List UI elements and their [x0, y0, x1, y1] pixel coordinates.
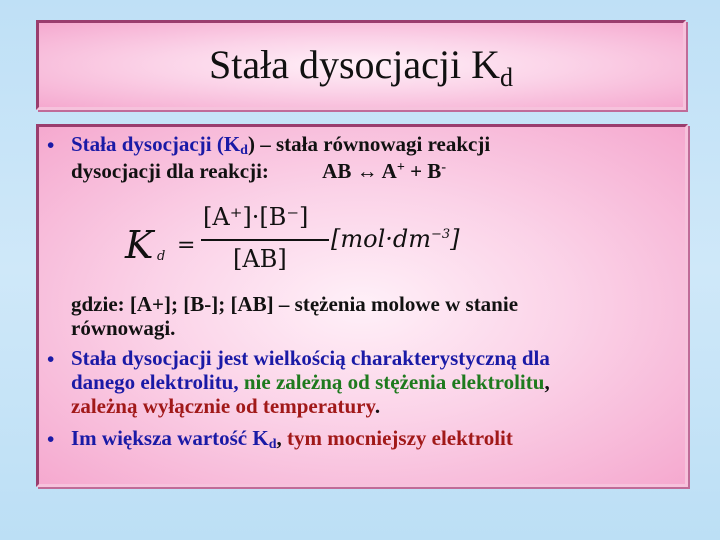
slide-title [39, 41, 683, 93]
bullet-1-line-1: Stała dysocjacji $(K_d)$ – stała równowagi reakcji [71, 132, 491, 158]
fraction-line [201, 239, 329, 241]
bullet-2-marker: • [47, 347, 55, 371]
bullet-2-line-1: Stała dysocjacji jest wielkością charakterystyczną dla [71, 346, 550, 370]
bullet-3-line-1: Im większa wartość $K_d$, tym mocniejszy elektrolit [71, 426, 513, 452]
formula-lhs: K [125, 223, 154, 267]
bullet-2-line-3: zależną wyłącznie od temperatury. [71, 394, 381, 418]
gdzie-line-2: równowagi. [71, 316, 176, 340]
formula-denominator: [AB] [233, 245, 287, 273]
title-subscript: d [500, 63, 514, 92]
bullet-1-line-2: dysocjacji dla reakcji: AB ↔ A+ + B- [71, 159, 446, 183]
bullet-3-marker: • [47, 427, 55, 451]
formula-unit: $[mol\cdot dm^{-3}]$ [331, 225, 460, 253]
content-panel [36, 124, 688, 487]
title-panel [36, 20, 686, 110]
gdzie-line-1: gdzie: [A+]; [B-]; [AB] – stężenia molowe w stanie [71, 292, 519, 316]
dissociation-constant-formula: K d = [A⁺]·[B⁻] [AB] $[mol\cdot dm^{-3}]$ [125, 203, 460, 273]
bullet-1-marker: • [47, 133, 55, 157]
reaction-equation: AB ↔ A [322, 159, 397, 183]
formula-numerator: [A⁺]·[B⁻] [203, 203, 309, 231]
bullet-2-line-2: danego elektrolitu, nie zależną od stężenia elektrolitu, [71, 370, 550, 394]
title-text: Stała dysocjacji K [208, 42, 501, 87]
